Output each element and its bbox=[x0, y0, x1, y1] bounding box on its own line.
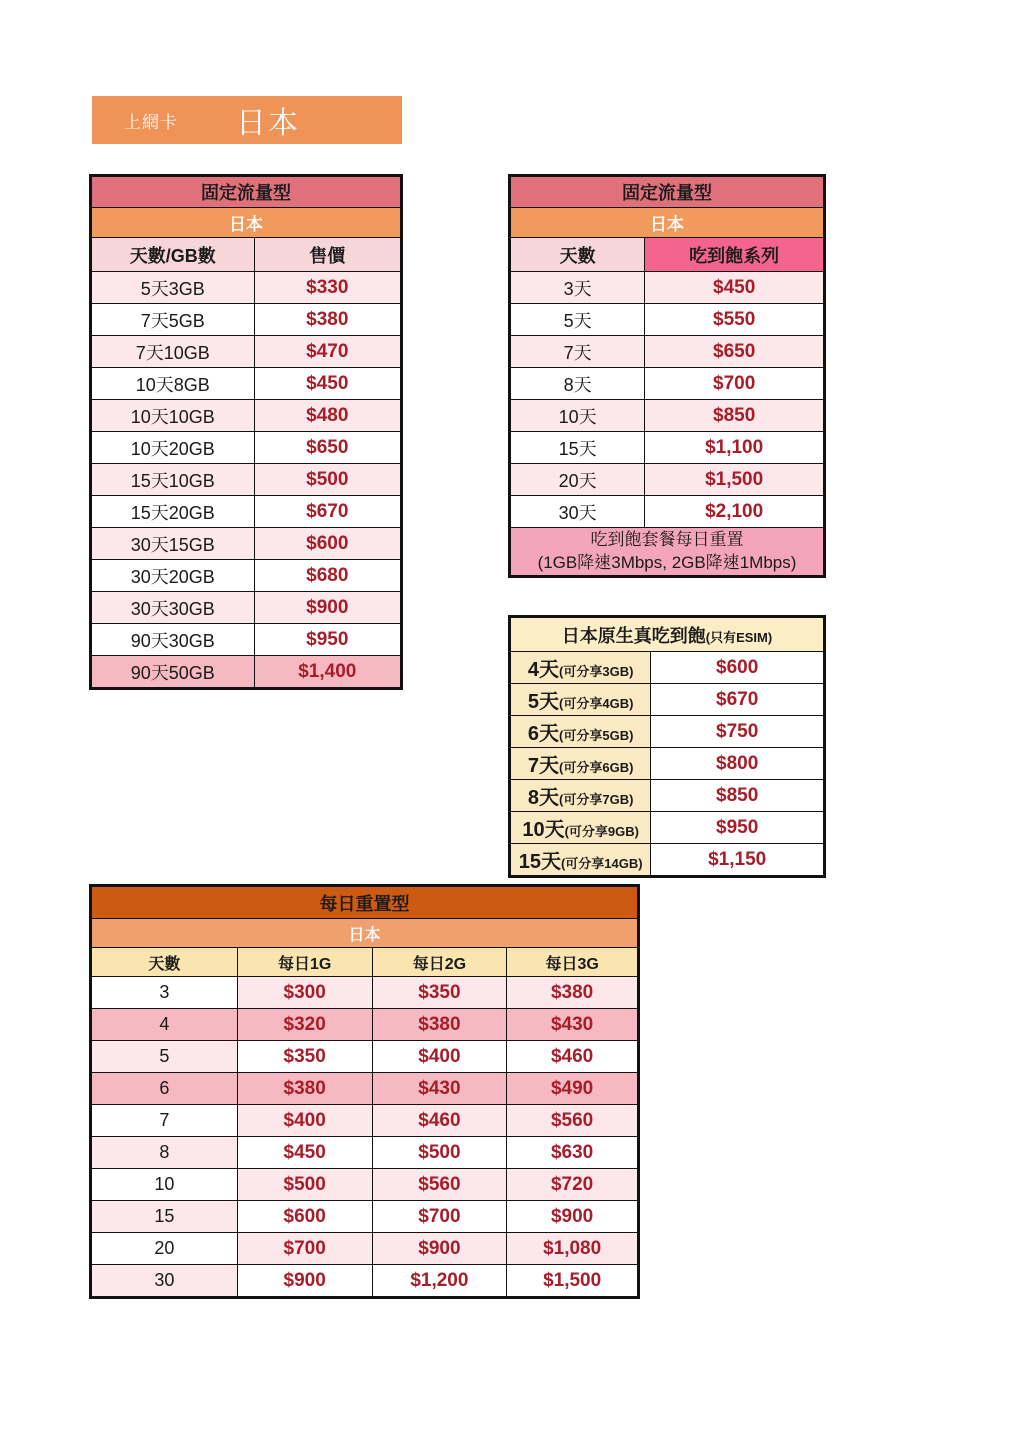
price-daily-2g: $400 bbox=[372, 1041, 507, 1073]
esim-days-cell bbox=[510, 652, 651, 684]
plan-label: 10天20GB bbox=[91, 432, 255, 464]
esim-days-cell bbox=[510, 780, 651, 812]
table-fixed-data-body bbox=[91, 176, 402, 689]
table-row bbox=[91, 432, 402, 464]
table-daily-reset-country-row bbox=[91, 919, 639, 948]
table-row bbox=[510, 336, 825, 368]
price-daily-2g: $350 bbox=[372, 977, 507, 1009]
table-unlimited-header-row bbox=[510, 238, 825, 272]
table-daily-reset-title: 每日重置型 bbox=[91, 886, 639, 919]
days-label: 3 bbox=[91, 977, 238, 1009]
table-row bbox=[510, 368, 825, 400]
table-row bbox=[510, 432, 825, 464]
price-daily-2g: $430 bbox=[372, 1073, 507, 1105]
table-row bbox=[91, 1105, 639, 1137]
price-daily-2g: $560 bbox=[372, 1169, 507, 1201]
table-row bbox=[91, 624, 402, 656]
days-label: 8 bbox=[91, 1137, 238, 1169]
table-unlimited-note bbox=[510, 528, 825, 577]
table-row bbox=[510, 844, 825, 877]
column-header-unlimited: 吃到飽系列 bbox=[645, 238, 825, 272]
days-price: $1,100 bbox=[645, 432, 825, 464]
price-daily-3g: $630 bbox=[507, 1137, 639, 1169]
plan-label: 90天50GB bbox=[91, 656, 255, 689]
price-daily-2g: $380 bbox=[372, 1009, 507, 1041]
plan-label: 30天30GB bbox=[91, 592, 255, 624]
table-row bbox=[91, 464, 402, 496]
esim-price: $750 bbox=[651, 716, 825, 748]
esim-days: 10天 bbox=[522, 819, 565, 841]
price-daily-3g: $560 bbox=[507, 1105, 639, 1137]
table-row bbox=[91, 336, 402, 368]
table-unlimited-note-row bbox=[510, 528, 825, 577]
banner-label: 上網卡 bbox=[124, 112, 178, 132]
plan-price: $650 bbox=[254, 432, 401, 464]
plan-price: $500 bbox=[254, 464, 401, 496]
table-daily-reset-title-row bbox=[91, 886, 639, 919]
plan-price: $680 bbox=[254, 560, 401, 592]
table-row bbox=[510, 400, 825, 432]
table-native-esim-title-row bbox=[510, 617, 825, 652]
column-header-daily-1g: 每日1G bbox=[237, 948, 372, 977]
price-daily-3g: $430 bbox=[507, 1009, 639, 1041]
price-daily-1g: $450 bbox=[237, 1137, 372, 1169]
table-row bbox=[510, 272, 825, 304]
price-daily-3g: $490 bbox=[507, 1073, 639, 1105]
table-fixed-data-country-row bbox=[91, 208, 402, 238]
table-native-esim-title bbox=[510, 617, 825, 652]
column-header-days: 天數 bbox=[91, 948, 238, 977]
note-line-1: 吃到飽套餐每日重置 bbox=[590, 530, 744, 549]
esim-days: 15天 bbox=[518, 851, 561, 873]
days-label: 5 bbox=[91, 1041, 238, 1073]
days-label: 5天 bbox=[510, 304, 645, 336]
esim-price: $800 bbox=[651, 748, 825, 780]
page-banner bbox=[92, 96, 402, 144]
table-row bbox=[510, 812, 825, 844]
esim-days: 6天 bbox=[527, 723, 560, 745]
esim-price: $950 bbox=[651, 812, 825, 844]
plan-label: 7天5GB bbox=[91, 304, 255, 336]
days-label: 4 bbox=[91, 1009, 238, 1041]
table-fixed-data-header-row bbox=[91, 238, 402, 272]
table-row bbox=[91, 560, 402, 592]
esim-share: (可分享9GB) bbox=[564, 824, 639, 839]
table-daily-reset-header-row bbox=[91, 948, 639, 977]
price-daily-3g: $1,080 bbox=[507, 1233, 639, 1265]
table-row bbox=[510, 780, 825, 812]
table-row bbox=[91, 368, 402, 400]
table-row bbox=[91, 1265, 639, 1298]
days-label: 15 bbox=[91, 1201, 238, 1233]
price-daily-3g: $460 bbox=[507, 1041, 639, 1073]
price-daily-1g: $500 bbox=[237, 1169, 372, 1201]
table-fixed-data bbox=[89, 174, 403, 690]
days-price: $450 bbox=[645, 272, 825, 304]
esim-share: (可分享5GB) bbox=[559, 728, 634, 743]
plan-price: $950 bbox=[254, 624, 401, 656]
plan-price: $670 bbox=[254, 496, 401, 528]
days-price: $700 bbox=[645, 368, 825, 400]
column-header-price: 售價 bbox=[254, 238, 401, 272]
esim-days: 7天 bbox=[527, 755, 560, 777]
table-row bbox=[510, 464, 825, 496]
table-row bbox=[91, 400, 402, 432]
banner-country: 日本 bbox=[236, 107, 300, 140]
days-label: 30天 bbox=[510, 496, 645, 528]
title-main: 日本原生真吃到飽 bbox=[561, 625, 706, 646]
table-native-esim bbox=[508, 615, 826, 878]
esim-price: $670 bbox=[651, 684, 825, 716]
table-daily-reset-body bbox=[91, 886, 639, 1298]
plan-label: 90天30GB bbox=[91, 624, 255, 656]
note-line-2: (1GB降速3Mbps, 2GB降速1Mbps) bbox=[537, 553, 797, 573]
days-label: 6 bbox=[91, 1073, 238, 1105]
price-daily-2g: $500 bbox=[372, 1137, 507, 1169]
days-label: 10 bbox=[91, 1169, 238, 1201]
esim-share: (可分享3GB) bbox=[559, 664, 634, 679]
esim-days: 4天 bbox=[527, 659, 560, 681]
esim-days: 5天 bbox=[527, 691, 560, 713]
table-row bbox=[91, 1137, 639, 1169]
plan-label: 30天15GB bbox=[91, 528, 255, 560]
table-row bbox=[510, 748, 825, 780]
esim-price: $850 bbox=[651, 780, 825, 812]
plan-label: 30天20GB bbox=[91, 560, 255, 592]
esim-share: (可分享7GB) bbox=[559, 792, 634, 807]
price-daily-3g: $720 bbox=[507, 1169, 639, 1201]
plan-label: 15天20GB bbox=[91, 496, 255, 528]
esim-share: (可分享4GB) bbox=[559, 696, 634, 711]
table-row bbox=[91, 977, 639, 1009]
table-unlimited-title-row bbox=[510, 176, 825, 208]
plan-price: $330 bbox=[254, 272, 401, 304]
table-row bbox=[91, 1169, 639, 1201]
days-label: 10天 bbox=[510, 400, 645, 432]
price-daily-3g: $1,500 bbox=[507, 1265, 639, 1298]
table-row bbox=[91, 1233, 639, 1265]
plan-label: 7天10GB bbox=[91, 336, 255, 368]
esim-days-cell bbox=[510, 812, 651, 844]
column-header-plan: 天數/GB數 bbox=[91, 238, 255, 272]
days-label: 8天 bbox=[510, 368, 645, 400]
table-row bbox=[91, 592, 402, 624]
price-daily-2g: $460 bbox=[372, 1105, 507, 1137]
table-row bbox=[91, 528, 402, 560]
days-label: 7 bbox=[91, 1105, 238, 1137]
price-daily-1g: $400 bbox=[237, 1105, 372, 1137]
plan-price: $1,400 bbox=[254, 656, 401, 689]
table-unlimited-title: 固定流量型 bbox=[510, 176, 825, 208]
esim-days-cell bbox=[510, 716, 651, 748]
plan-price: $450 bbox=[254, 368, 401, 400]
plan-label: 10天8GB bbox=[91, 368, 255, 400]
column-header-daily-3g: 每日3G bbox=[507, 948, 639, 977]
plan-price: $380 bbox=[254, 304, 401, 336]
table-row bbox=[91, 304, 402, 336]
esim-days-cell bbox=[510, 684, 651, 716]
table-row bbox=[91, 1073, 639, 1105]
esim-share: (可分享6GB) bbox=[559, 760, 634, 775]
days-price: $550 bbox=[645, 304, 825, 336]
plan-label: 10天10GB bbox=[91, 400, 255, 432]
column-header-days: 天數 bbox=[510, 238, 645, 272]
table-unlimited-country-row bbox=[510, 208, 825, 238]
price-daily-1g: $380 bbox=[237, 1073, 372, 1105]
price-daily-2g: $700 bbox=[372, 1201, 507, 1233]
plan-price: $900 bbox=[254, 592, 401, 624]
table-native-esim-body bbox=[510, 617, 825, 877]
table-fixed-data-title-row bbox=[91, 176, 402, 208]
days-price: $850 bbox=[645, 400, 825, 432]
plan-label: 5天3GB bbox=[91, 272, 255, 304]
table-row bbox=[510, 496, 825, 528]
price-daily-1g: $600 bbox=[237, 1201, 372, 1233]
esim-price: $600 bbox=[651, 652, 825, 684]
table-row bbox=[91, 1041, 639, 1073]
days-label: 20天 bbox=[510, 464, 645, 496]
table-row bbox=[91, 272, 402, 304]
table-daily-reset bbox=[89, 884, 640, 1299]
table-daily-reset-country: 日本 bbox=[91, 919, 639, 948]
table-row bbox=[510, 652, 825, 684]
days-label: 30 bbox=[91, 1265, 238, 1298]
title-sub: (只有ESIM) bbox=[705, 629, 773, 645]
plan-price: $480 bbox=[254, 400, 401, 432]
price-daily-1g: $350 bbox=[237, 1041, 372, 1073]
esim-days-cell bbox=[510, 844, 651, 877]
table-fixed-data-title: 固定流量型 bbox=[91, 176, 402, 208]
esim-days: 8天 bbox=[527, 787, 560, 809]
table-unlimited-country: 日本 bbox=[510, 208, 825, 238]
table-unlimited bbox=[508, 174, 826, 578]
table-row bbox=[91, 496, 402, 528]
days-label: 20 bbox=[91, 1233, 238, 1265]
table-fixed-data-country: 日本 bbox=[91, 208, 402, 238]
price-daily-1g: $320 bbox=[237, 1009, 372, 1041]
table-row bbox=[510, 716, 825, 748]
days-label: 7天 bbox=[510, 336, 645, 368]
table-row bbox=[91, 1009, 639, 1041]
esim-share: (可分享14GB) bbox=[560, 856, 643, 871]
table-row bbox=[91, 1201, 639, 1233]
price-daily-1g: $300 bbox=[237, 977, 372, 1009]
price-daily-3g: $900 bbox=[507, 1201, 639, 1233]
days-price: $2,100 bbox=[645, 496, 825, 528]
price-daily-2g: $900 bbox=[372, 1233, 507, 1265]
plan-price: $470 bbox=[254, 336, 401, 368]
days-label: 3天 bbox=[510, 272, 645, 304]
table-row bbox=[510, 304, 825, 336]
price-daily-2g: $1,200 bbox=[372, 1265, 507, 1298]
plan-label: 15天10GB bbox=[91, 464, 255, 496]
price-daily-3g: $380 bbox=[507, 977, 639, 1009]
plan-price: $600 bbox=[254, 528, 401, 560]
column-header-daily-2g: 每日2G bbox=[372, 948, 507, 977]
esim-price: $1,150 bbox=[651, 844, 825, 877]
table-row bbox=[91, 656, 402, 689]
days-price: $1,500 bbox=[645, 464, 825, 496]
days-label: 15天 bbox=[510, 432, 645, 464]
table-unlimited-body bbox=[510, 176, 825, 577]
price-daily-1g: $700 bbox=[237, 1233, 372, 1265]
price-daily-1g: $900 bbox=[237, 1265, 372, 1298]
esim-days-cell bbox=[510, 748, 651, 780]
days-price: $650 bbox=[645, 336, 825, 368]
table-row bbox=[510, 684, 825, 716]
